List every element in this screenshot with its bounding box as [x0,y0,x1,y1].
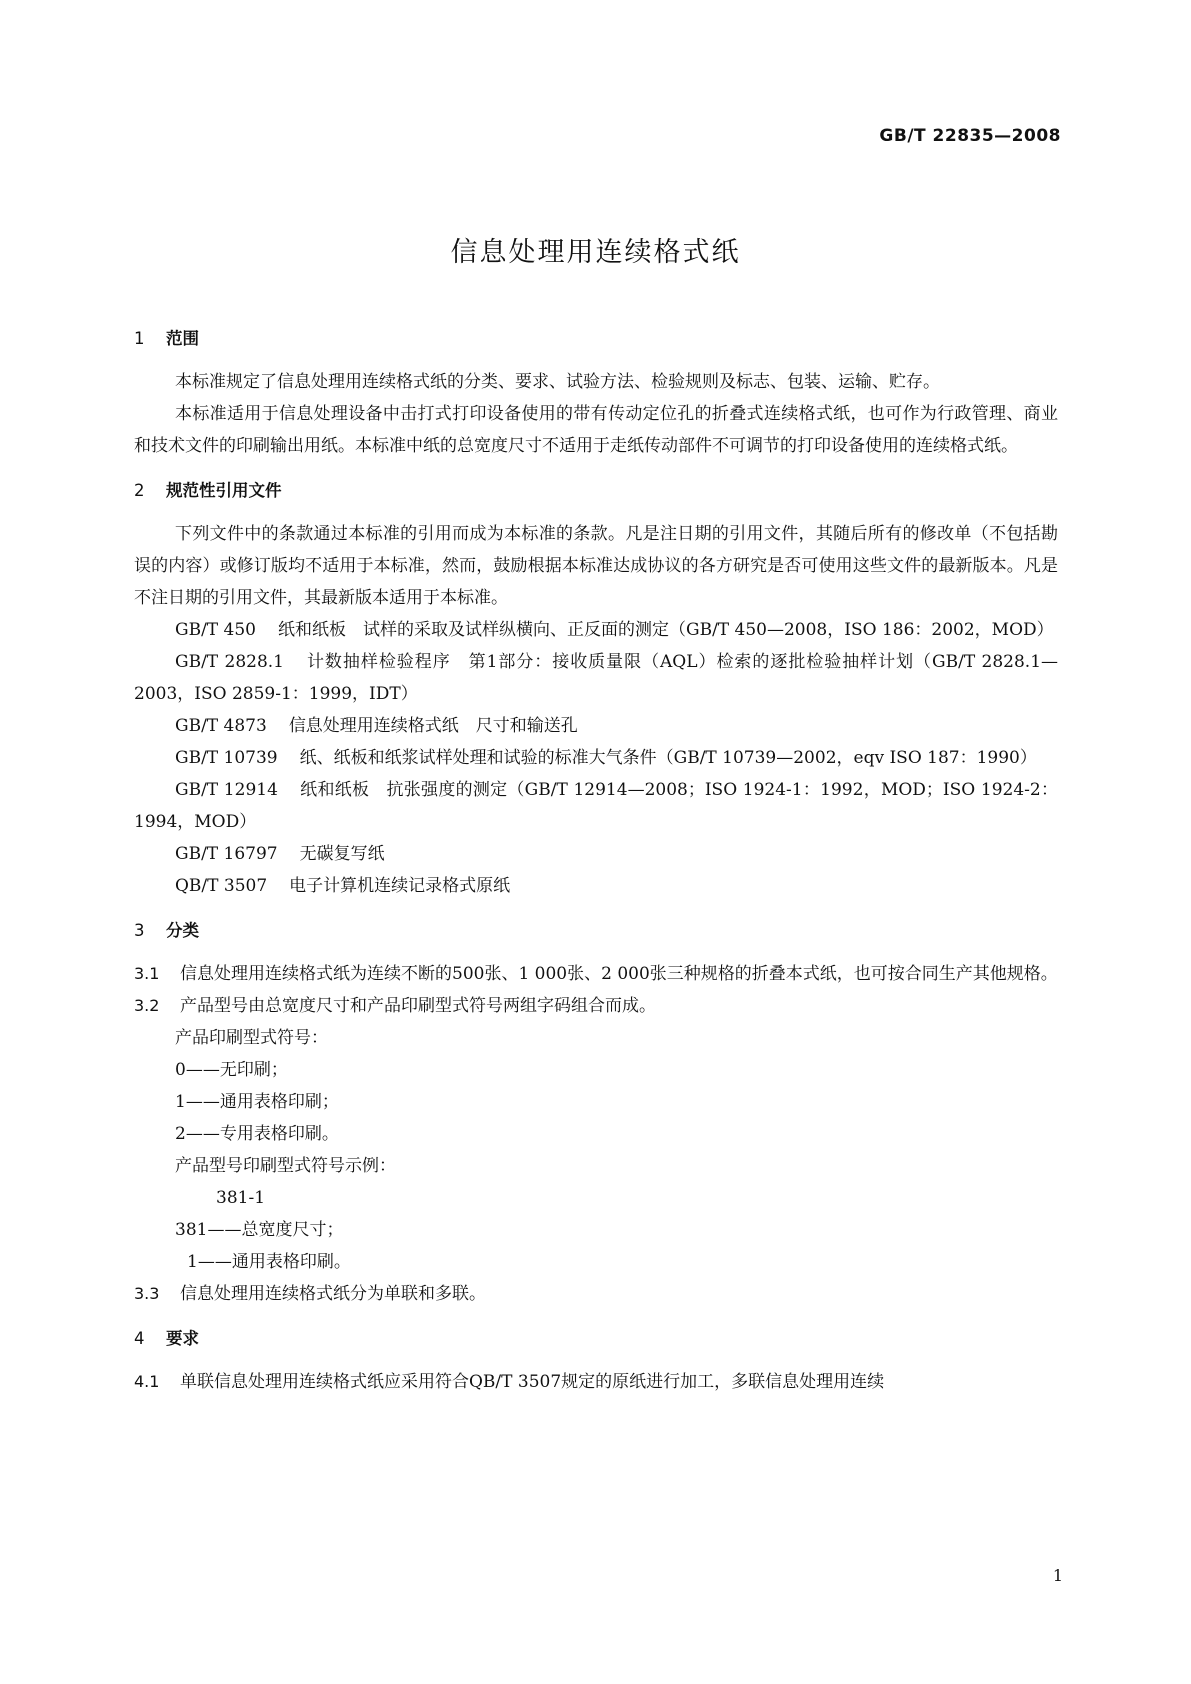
reference-code: GB/T 2828.1 [175,652,284,672]
section-2-heading [134,474,1058,508]
reference-item [134,646,1058,710]
section-1-paragraph-1: 本标准规定了信息处理用连续格式纸的分类、要求、试验方法、检验规则及标志、包装、运输、贮存。 [175,372,940,392]
reference-item [134,774,1058,838]
section-number: 1 [134,329,145,348]
reference-item [134,742,1058,774]
clause-3-2-line: 2——专用表格印刷。 [175,1124,339,1144]
clause-text: 单联信息处理用连续格式纸应采用符合QB/T 3507规定的原纸进行加工，多联信息处理用连续 [180,1372,885,1392]
reference-text: 计数抽样检验程序 第1部分：接收质量限（AQL）检索的逐批检验抽样计划（GB/T 2828.1—2003，ISO 2859-1：1999，IDT） [134,652,1059,704]
clause-4-1 [134,1366,1058,1398]
reference-code: GB/T 4873 [175,716,267,736]
reference-code: GB/T 10739 [175,748,278,768]
reference-text: 纸和纸板 试样的采取及试样纵横向、正反面的测定（GB/T 450—2008，ISO 186：2002，MOD） [278,620,1054,640]
clause-text: 信息处理用连续格式纸为连续不断的500张、1 000张、2 000张三种规格的折叠本式纸，也可按合同生产其他规格。 [180,964,1058,984]
section-1-paragraph-2: 本标准适用于信息处理设备中击打式打印设备使用的带有传动定位孔的折叠式连续格式纸，也可作为行政管理、商业和技术文件的印刷输出用纸。本标准中纸的总宽度尺寸不适用于走纸传动部件不可调节的打印设备使用的连续格式纸。 [134,404,1058,456]
standard-code: GB/T 22835—2008 [879,126,1061,146]
section-2-paragraph-1: 下列文件中的条款通过本标准的引用而成为本标准的条款。凡是注日期的引用文件，其随后所有的修改单（不包括勘误的内容）或修订版均不适用于本标准，然而，鼓励根据本标准达成协议的各方研究是否可使用这些文件的最新版本。凡是不注日期的引用文件，其最新版本适用于本标准。 [134,524,1058,608]
section-1-heading [134,322,1058,356]
clause-3-1 [134,958,1058,990]
clause-3-2-line: 产品印刷型式符号： [175,1028,328,1048]
clause-number: 4.1 [134,1372,160,1391]
reference-code: QB/T 3507 [175,876,268,896]
reference-item [134,838,1058,870]
clause-text: 信息处理用连续格式纸分为单联和多联。 [180,1284,486,1304]
clause-3-2-line: 产品型号印刷型式符号示例： [175,1156,396,1176]
reference-item [134,870,1058,902]
document-body [134,322,1058,1398]
reference-text: 纸和纸板 抗张强度的测定（GB/T 12914—2008；ISO 1924-1：1992，MOD；ISO 1924-2：1994，MOD） [134,780,1058,832]
section-3-heading [134,914,1058,948]
clause-3-2-example: 381-1 [216,1188,266,1208]
clause-number: 3.1 [134,964,160,983]
section-title: 要求 [166,1329,199,1348]
clause-3-2-line: 1——通用表格印刷； [175,1092,339,1112]
clause-3-2-line: 0——无印刷； [175,1060,288,1080]
reference-item [134,710,1058,742]
section-number: 3 [134,921,145,940]
section-title: 分类 [166,921,199,940]
reference-text: 无碳复写纸 [299,844,385,864]
reference-code: GB/T 16797 [175,844,278,864]
page-number: 1 [1052,1566,1063,1585]
clause-text: 产品型号由总宽度尺寸和产品印刷型式符号两组字码组合而成。 [180,996,656,1016]
section-4-heading [134,1322,1058,1356]
reference-text: 信息处理用连续格式纸 尺寸和输送孔 [288,716,578,736]
clause-3-2-example-note: 1——通用表格印刷。 [187,1252,351,1272]
section-number: 4 [134,1329,145,1348]
section-title: 范围 [166,329,199,348]
clause-3-3 [134,1278,1058,1310]
reference-code: GB/T 12914 [175,780,278,800]
section-title: 规范性引用文件 [166,481,282,500]
reference-item [134,614,1058,646]
clause-3-2-example-note: 381——总宽度尺寸； [175,1220,344,1240]
clause-number: 3.3 [134,1284,160,1303]
reference-code: GB/T 450 [175,620,256,640]
clause-number: 3.2 [134,996,160,1015]
reference-text: 电子计算机连续记录格式原纸 [289,876,511,896]
document-title: 信息处理用连续格式纸 [450,237,741,268]
clause-3-2 [134,990,1058,1022]
section-number: 2 [134,481,145,500]
reference-text: 纸、纸板和纸浆试样处理和试验的标准大气条件（GB/T 10739—2002，eqv ISO 187：1990） [299,748,1037,768]
